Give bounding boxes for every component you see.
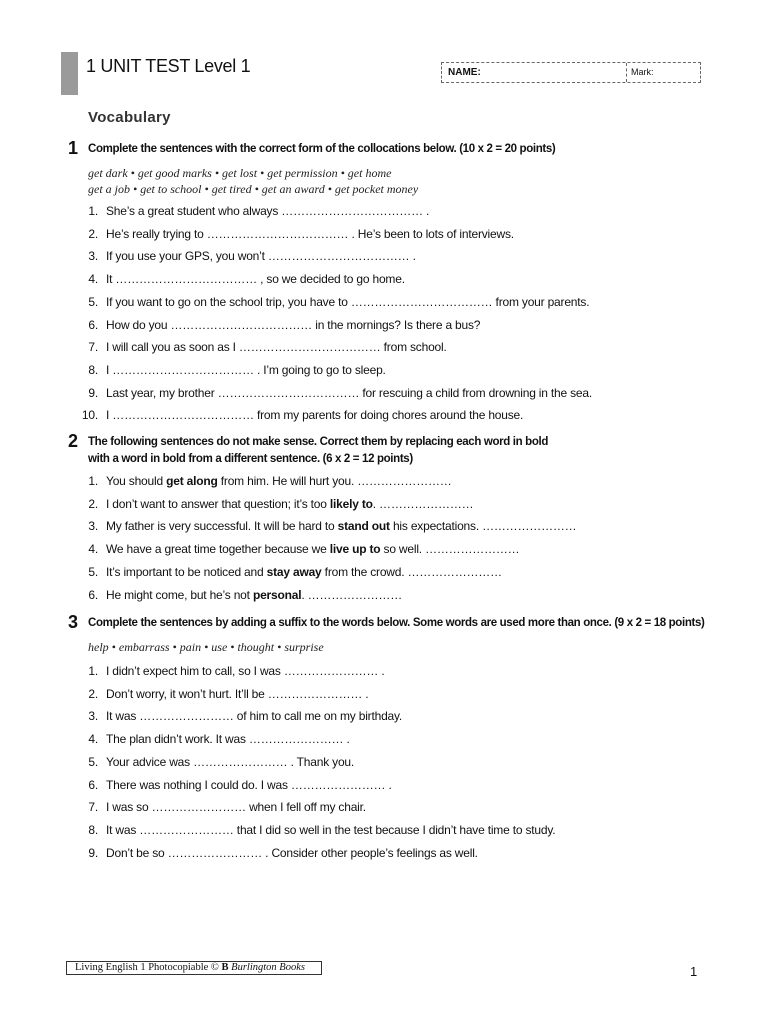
item-text-after: . …………………… bbox=[372, 496, 474, 511]
item-text: He’s really trying to ……………………………… . He’s been to lots of interviews. bbox=[106, 226, 514, 241]
item-bold-word: live up to bbox=[329, 542, 381, 557]
page-number: 1 bbox=[690, 964, 698, 979]
exercise-1-item bbox=[76, 272, 716, 286]
section-title: Vocabulary bbox=[88, 109, 171, 126]
item-number: 4. bbox=[88, 272, 98, 287]
item-bold-word: stay away bbox=[266, 564, 322, 579]
item-text: It’s important to be noticed and bbox=[106, 564, 267, 579]
exercise-1-item bbox=[76, 227, 716, 241]
exercise-1-item bbox=[76, 318, 716, 332]
item-text: I was so …………………… when I fell off my chair. bbox=[106, 800, 366, 815]
item-text: He might come, but he’s not bbox=[106, 587, 253, 602]
item-text: I ……………………………… from my parents for doing chores around the house. bbox=[106, 408, 524, 423]
item-text: It was …………………… that I did so well in the test because I didn’t have time to study. bbox=[106, 822, 556, 837]
item-number: 3. bbox=[88, 709, 98, 724]
item-number: 8. bbox=[88, 362, 98, 377]
item-number: 6. bbox=[88, 777, 98, 792]
exercise-3-word-bank: help • embarrass • pain • use • thought • surprise bbox=[88, 640, 324, 654]
item-number: 5. bbox=[88, 294, 98, 309]
item-text: Last year, my brother ……………………………… for rescuing a child from drowning in the sea. bbox=[106, 385, 592, 400]
item-number: 1. bbox=[88, 204, 98, 218]
item-number: 6. bbox=[88, 317, 98, 332]
item-number: 7. bbox=[88, 800, 98, 815]
item-text-after: from him. He will hurt you. …………………… bbox=[217, 474, 452, 488]
item-text: I ……………………………… . I’m going to go to sleep. bbox=[106, 362, 386, 377]
exercise-1-item bbox=[76, 408, 716, 422]
item-bold-word: get along bbox=[166, 474, 218, 488]
exercise-2-item bbox=[76, 542, 716, 556]
exercise-3-item bbox=[76, 687, 716, 701]
box-divider bbox=[626, 63, 627, 82]
item-text: The plan didn’t work. It was …………………… . bbox=[106, 732, 350, 747]
footer-text: Living English 1 Photocopiable © bbox=[75, 962, 222, 973]
item-number: 5. bbox=[88, 754, 98, 769]
item-text: Don’t be so …………………… . Consider other people’s feelings as well. bbox=[106, 845, 478, 860]
item-number: 8. bbox=[88, 822, 98, 837]
exercise-1-word-bank-line-1: get dark • get good marks • get lost • get permission • get home bbox=[88, 166, 392, 180]
item-number: 4. bbox=[88, 542, 98, 557]
footer-copyright bbox=[66, 961, 322, 975]
exercise-2-item bbox=[76, 474, 716, 488]
exercise-3-item bbox=[76, 755, 716, 769]
name-mark-box bbox=[441, 62, 701, 83]
page-title: 1 UNIT TEST Level 1 bbox=[86, 56, 251, 76]
exercise-2-instruction-line-1: The following sentences do not make sense. Correct them by replacing each word in bold bbox=[88, 436, 549, 448]
item-number: 1. bbox=[88, 664, 98, 678]
item-number: 5. bbox=[88, 564, 98, 579]
mark-label: Mark: bbox=[631, 67, 654, 77]
exercise-2-instruction-line-2: with a word in bold from a different sentence. (6 x 2 = 12 points) bbox=[88, 453, 413, 465]
item-bold-word: likely to bbox=[329, 496, 373, 511]
item-text: I don’t want to answer that question; it’s too bbox=[106, 496, 330, 511]
exercise-1-item bbox=[76, 386, 716, 400]
item-number: 10. bbox=[81, 408, 98, 423]
item-number: 2. bbox=[88, 226, 98, 241]
item-number: 7. bbox=[88, 340, 98, 355]
item-text: It ……………………………… , so we decided to go home. bbox=[106, 272, 405, 287]
item-number: 3. bbox=[88, 519, 98, 534]
exercise-1-number: 1 bbox=[68, 138, 79, 158]
exercise-3-number: 3 bbox=[68, 612, 79, 632]
item-number: 6. bbox=[88, 587, 98, 602]
exercise-2-item bbox=[76, 497, 716, 511]
item-text: We have a great time together because we bbox=[106, 542, 330, 557]
exercise-1-item bbox=[76, 363, 716, 377]
exercise-2-number: 2 bbox=[68, 431, 79, 451]
item-text-after: . …………………… bbox=[301, 587, 403, 602]
item-text: Your advice was …………………… . Thank you. bbox=[106, 754, 355, 769]
item-text: If you use your GPS, you won’t ……………………………… . bbox=[106, 249, 416, 264]
exercise-3-item bbox=[76, 800, 716, 814]
item-number: 9. bbox=[88, 845, 98, 860]
item-number: 2. bbox=[88, 686, 98, 701]
exercise-2-item bbox=[76, 565, 716, 579]
title-accent-bar bbox=[61, 52, 78, 95]
footer-brand: Burlington Books bbox=[231, 962, 305, 973]
exercise-2-item bbox=[76, 519, 716, 533]
item-number: 9. bbox=[88, 385, 98, 400]
name-label: NAME: bbox=[448, 67, 481, 78]
exercise-3-instruction: Complete the sentences by adding a suffix to the words below. Some words are used more than once. (9 x 2 = 18 points) bbox=[88, 617, 705, 629]
exercise-1-instruction: Complete the sentences with the correct form of the collocations below. (10 x 2 = 20 points) bbox=[88, 143, 556, 155]
item-text: How do you ……………………………… in the mornings? Is there a bus? bbox=[106, 317, 481, 332]
item-text: Don’t worry, it won’t hurt. It’ll be …………………… . bbox=[106, 686, 369, 701]
item-bold-word: stand out bbox=[337, 519, 390, 534]
item-text: You should bbox=[106, 474, 167, 488]
exercise-1-item bbox=[76, 204, 716, 218]
burlington-logo-icon: B bbox=[221, 962, 229, 973]
item-text: There was nothing I could do. I was …………………… . bbox=[106, 777, 392, 792]
item-text: My father is very successful. It will be hard to bbox=[106, 519, 338, 534]
item-text: It was …………………… of him to call me on my birthday. bbox=[106, 709, 403, 724]
exercise-1-word-bank-line-2: get a job • get to school • get tired • get an award • get pocket money bbox=[88, 182, 419, 196]
item-text-after: so well. …………………… bbox=[380, 542, 520, 557]
item-text-after: his expectations. …………………… bbox=[389, 519, 577, 534]
item-text: I didn’t expect him to call, so I was …………………… . bbox=[106, 664, 385, 678]
item-number: 1. bbox=[88, 474, 98, 488]
exercise-3-item bbox=[76, 732, 716, 746]
exercise-2-item bbox=[76, 588, 716, 602]
item-bold-word: personal bbox=[252, 587, 302, 602]
item-text-after: from the crowd. …………………… bbox=[321, 564, 502, 579]
item-text: She’s a great student who always ……………………………… . bbox=[106, 204, 430, 218]
exercise-3-item bbox=[76, 823, 716, 837]
item-number: 4. bbox=[88, 732, 98, 747]
exercise-3-item bbox=[76, 778, 716, 792]
item-number: 2. bbox=[88, 496, 98, 511]
exercise-3-item bbox=[76, 846, 716, 860]
exercise-3-item bbox=[76, 709, 716, 723]
item-text: If you want to go on the school trip, you have to ……………………………… from your parents. bbox=[106, 294, 590, 309]
exercise-1-item bbox=[76, 340, 716, 354]
item-text: I will call you as soon as I ……………………………… from school. bbox=[106, 340, 447, 355]
exercise-1-item bbox=[76, 249, 716, 263]
exercise-3-item bbox=[76, 664, 716, 678]
exercise-1-item bbox=[76, 295, 716, 309]
item-number: 3. bbox=[88, 249, 98, 264]
